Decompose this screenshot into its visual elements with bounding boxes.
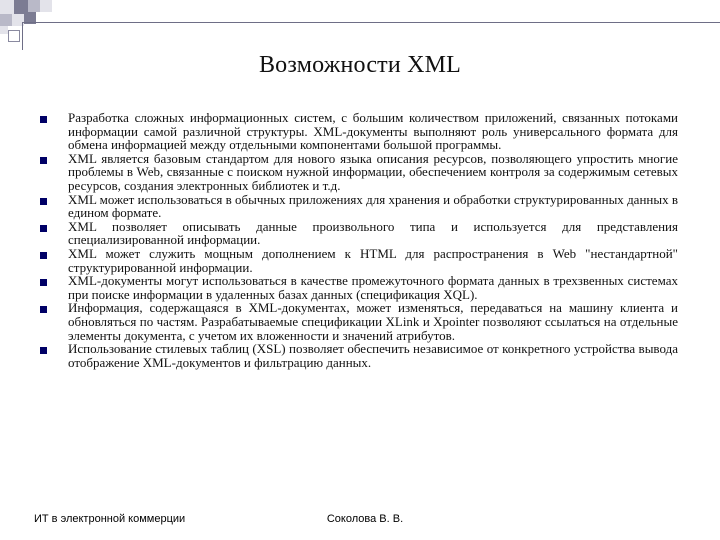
decor-square	[0, 0, 14, 14]
list-item	[38, 274, 678, 301]
bullet-text: XML может служить мощным дополнением к HTML для распространения в Web "нестандартной" структурированной информации.	[68, 245, 678, 275]
decor-square	[40, 0, 52, 12]
decor-square	[28, 0, 40, 12]
bullet-text: Использование стилевых таблиц (XSL) позволяет обеспечить независимое от конкретного устройства вывода отображение XML-документов и фильтрацию данных.	[68, 341, 678, 370]
decor-square	[0, 14, 12, 26]
bullet-text: Разработка сложных информационных систем, с большим количеством приложений, связанных потоками информации самой различной структуры. XML-документы выполняют роль универсального формата для обмена информацией между отдельными компонентами большой программы.	[68, 110, 678, 153]
bullet-list	[38, 111, 678, 369]
header-side-rule	[22, 22, 23, 50]
bullet-text: XML является базовым стандартом для нового языка описания ресурсов, позволяющего упростить многие проблемы в Web, связанные с поиском нужной информации, обеспечением контроля за содержимым сетевых ресурсов, создания электронных библиотек и т.д.	[68, 150, 678, 193]
bullet-text: XML может использоваться в обычных приложениях для хранения и обработки структурированных данных в едином формате.	[68, 191, 678, 221]
list-item	[38, 247, 678, 274]
decor-square	[0, 26, 8, 34]
bullet-text: XML позволяет описывать данные произвольного типа и используется для представления специализированной информации.	[68, 218, 678, 248]
list-item	[38, 342, 678, 369]
square-bullet-icon	[40, 116, 47, 123]
list-item	[38, 220, 678, 247]
square-bullet-icon	[40, 279, 47, 286]
header-rule	[22, 22, 720, 23]
slide-title: Возможности XML	[258, 52, 462, 78]
square-bullet-icon	[40, 225, 47, 232]
list-item	[38, 301, 678, 342]
list-item	[38, 111, 678, 152]
square-bullet-icon	[40, 198, 47, 205]
square-bullet-icon	[40, 157, 47, 164]
footer-author: Соколова В. В.	[326, 513, 404, 525]
footer-course: ИТ в электронной коммерции	[34, 513, 186, 525]
square-bullet-icon	[40, 347, 47, 354]
list-item	[38, 152, 678, 193]
bullet-text: Информация, содержащаяся в XML-документах, может изменяться, передаваться на машину клиента и обновляться по частям. Разрабатываемые спецификации XLink и Xpointer позволяют ссылаться на отдельные элементы документа, с учетом их вложенности и значений атрибутов.	[68, 300, 678, 343]
bullet-text: XML-документы могут использоваться в качестве промежуточного формата данных в трехзвенных системах при поиске информации в удаленных базах данных (спецификация XQL).	[68, 273, 678, 302]
list-item	[38, 193, 678, 220]
square-bullet-icon	[40, 306, 47, 313]
decor-square	[8, 30, 20, 42]
square-bullet-icon	[40, 252, 47, 259]
